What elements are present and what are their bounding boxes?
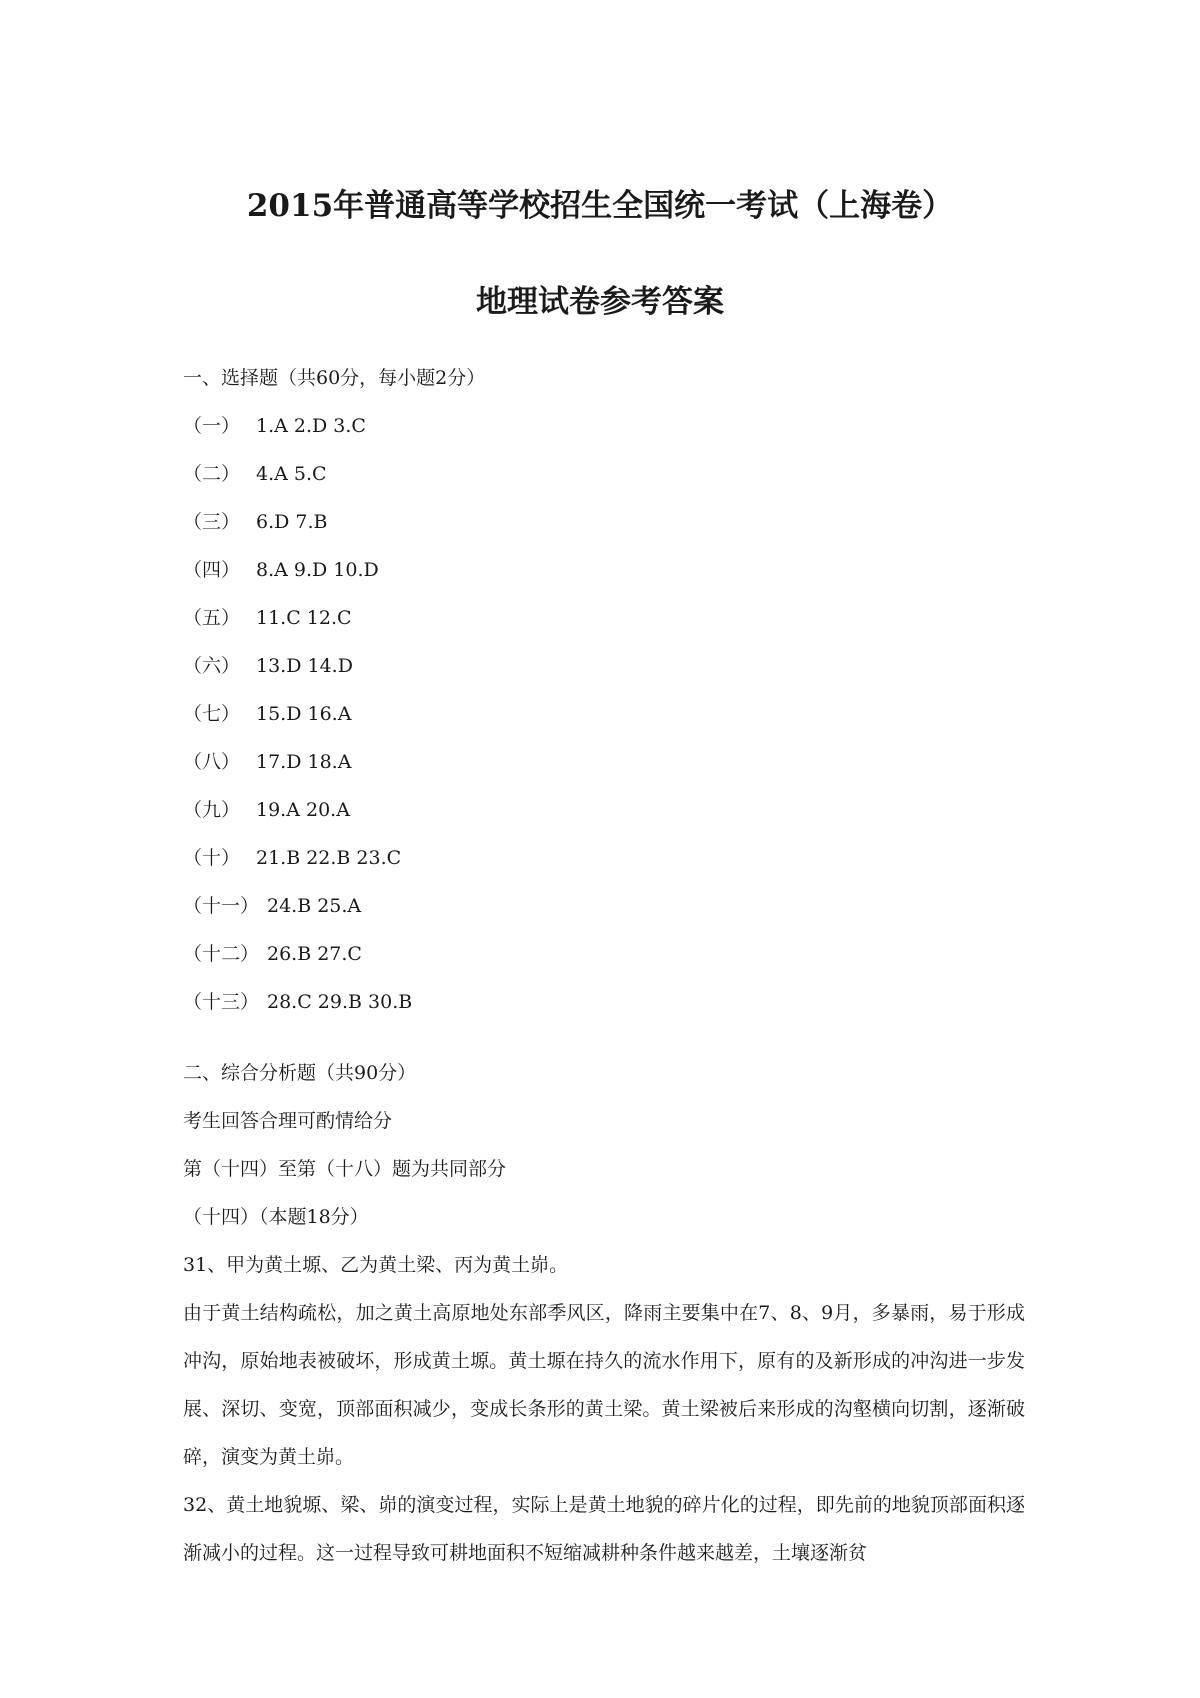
group-answers: 17.D 18.A — [256, 751, 352, 773]
answer-row — [183, 414, 366, 438]
section1-heading: 一、选择题（共60分，每小题2分） — [183, 367, 486, 389]
group-number: （十一） — [183, 895, 260, 917]
group-number: （十） — [183, 847, 241, 869]
answer-row — [183, 894, 361, 918]
answer-key-title: 地理试卷参考答案 — [476, 284, 724, 320]
group-answers: 4.A 5.C — [256, 463, 327, 485]
group-answers: 21.B 22.B 23.C — [256, 847, 402, 869]
answer-row — [183, 654, 353, 678]
question-32-answer: 32、黄土地貌塬、梁、峁的演变过程，实际上是黄土地貌的碎片化的过程，即先前的地貌顶部面积逐渐减小的过程。这一过程导致可耕地面积不短缩减耕种条件越来越差，土壤逐渐贫 — [183, 1494, 1025, 1564]
answer-row — [183, 606, 352, 630]
common-part-note: 第（十四）至第（十八）题为共同部分 — [183, 1158, 507, 1180]
group-answers: 8.A 9.D 10.D — [256, 559, 379, 581]
group-number: （十三） — [183, 991, 260, 1013]
group-answers: 1.A 2.D 3.C — [256, 415, 366, 437]
answer-row — [183, 462, 327, 486]
group-answers: 11.C 12.C — [256, 607, 352, 629]
answer-row — [183, 702, 351, 726]
answer-row — [183, 942, 362, 966]
group-answers: 15.D 16.A — [256, 703, 352, 725]
group-answers: 19.A 20.A — [256, 799, 350, 821]
group-answers: 28.C 29.B 30.B — [267, 991, 413, 1013]
exam-title: 2015年普通高等学校招生全国统一考试（上海卷） — [246, 188, 954, 224]
group-number: （七） — [183, 703, 241, 725]
group-number: （八） — [183, 751, 241, 773]
group-answers: 26.B 27.C — [267, 943, 362, 965]
group-answers: 13.D 14.D — [256, 655, 353, 677]
section2-heading: 二、综合分析题（共90分） — [183, 1062, 417, 1084]
answer-row — [183, 798, 350, 822]
group-number: （六） — [183, 655, 241, 677]
group-number: （一） — [183, 415, 241, 437]
answer-row — [183, 846, 401, 870]
answer-row — [183, 510, 328, 534]
group-number: （五） — [183, 607, 241, 629]
group-number: （四） — [183, 559, 241, 581]
group-number: （三） — [183, 511, 241, 533]
group-number: （二） — [183, 463, 241, 485]
question-14-heading: （十四）（本题18分） — [183, 1206, 369, 1228]
question-31-answer: 31、甲为黄土塬、乙为黄土梁、丙为黄土峁。 — [183, 1254, 569, 1276]
question-31-explanation: 由于黄土结构疏松，加之黄土高原地处东部季风区，降雨主要集中在7、8、9月，多暴雨，易于形成冲沟，原始地表被破坏，形成黄土塬。黄土塬在持久的流水作用下，原有的及新形成的冲沟进一步发展、深切、变宽，顶部面积减少，变成长条形的黄土梁。黄土梁被后来形成的沟壑横向切割，逐渐破碎，演变为黄土峁。 — [183, 1302, 1025, 1468]
answer-row — [183, 990, 412, 1014]
group-number: （十二） — [183, 943, 260, 965]
group-answers: 24.B 25.A — [267, 895, 362, 917]
group-answers: 6.D 7.B — [256, 511, 328, 533]
group-number: （九） — [183, 799, 241, 821]
grading-note: 考生回答合理可酌情给分 — [183, 1110, 393, 1132]
answer-row — [183, 558, 379, 582]
answer-row — [183, 750, 351, 774]
